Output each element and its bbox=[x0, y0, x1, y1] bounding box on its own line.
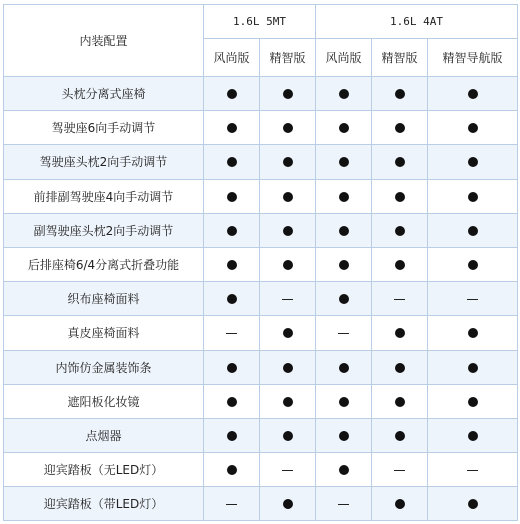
value-cell bbox=[260, 350, 316, 384]
standard-dot-icon bbox=[227, 397, 237, 407]
feature-label: 织布座椅面料 bbox=[4, 282, 204, 316]
table-row bbox=[4, 111, 518, 145]
standard-dot-icon bbox=[283, 328, 293, 338]
value-cell bbox=[316, 487, 372, 521]
value-cell bbox=[316, 350, 372, 384]
not-available-dash-icon bbox=[338, 333, 349, 334]
value-cell bbox=[316, 282, 372, 316]
value-cell bbox=[428, 111, 518, 145]
value-cell bbox=[204, 487, 260, 521]
feature-label: 头枕分离式座椅 bbox=[4, 77, 204, 111]
table-row bbox=[4, 453, 518, 487]
value-cell bbox=[204, 179, 260, 213]
value-cell bbox=[372, 111, 428, 145]
value-cell bbox=[428, 145, 518, 179]
standard-dot-icon bbox=[468, 363, 478, 373]
value-cell bbox=[372, 316, 428, 350]
standard-dot-icon bbox=[468, 123, 478, 133]
trim-header: 风尚版 bbox=[204, 39, 260, 77]
standard-dot-icon bbox=[468, 260, 478, 270]
not-available-dash-icon bbox=[394, 299, 405, 300]
feature-label: 点烟器 bbox=[4, 418, 204, 452]
value-cell bbox=[204, 282, 260, 316]
standard-dot-icon bbox=[468, 192, 478, 202]
not-available-dash-icon bbox=[226, 504, 237, 505]
table-row bbox=[4, 384, 518, 418]
value-cell bbox=[428, 487, 518, 521]
standard-dot-icon bbox=[339, 294, 349, 304]
value-cell bbox=[428, 384, 518, 418]
value-cell bbox=[260, 418, 316, 452]
standard-dot-icon bbox=[283, 89, 293, 99]
value-cell bbox=[204, 384, 260, 418]
standard-dot-icon bbox=[227, 431, 237, 441]
value-cell bbox=[204, 453, 260, 487]
standard-dot-icon bbox=[283, 192, 293, 202]
feature-label: 内饰仿金属装饰条 bbox=[4, 350, 204, 384]
value-cell bbox=[316, 145, 372, 179]
table-row bbox=[4, 213, 518, 247]
standard-dot-icon bbox=[227, 157, 237, 167]
value-cell bbox=[260, 179, 316, 213]
trim-header: 风尚版 bbox=[316, 39, 372, 77]
value-cell bbox=[260, 111, 316, 145]
trim-header: 精智版 bbox=[372, 39, 428, 77]
value-cell bbox=[372, 453, 428, 487]
feature-label: 后排座椅6/4分离式折叠功能 bbox=[4, 247, 204, 281]
not-available-dash-icon bbox=[394, 470, 405, 471]
standard-dot-icon bbox=[227, 89, 237, 99]
standard-dot-icon bbox=[339, 397, 349, 407]
trim-header: 精智导航版 bbox=[428, 39, 518, 77]
standard-dot-icon bbox=[283, 123, 293, 133]
not-available-dash-icon bbox=[467, 299, 478, 300]
standard-dot-icon bbox=[283, 157, 293, 167]
standard-dot-icon bbox=[468, 499, 478, 509]
table-row bbox=[4, 350, 518, 384]
standard-dot-icon bbox=[468, 397, 478, 407]
feature-label: 迎宾踏板（带LED灯） bbox=[4, 487, 204, 521]
standard-dot-icon bbox=[283, 397, 293, 407]
standard-dot-icon bbox=[283, 260, 293, 270]
standard-dot-icon bbox=[395, 328, 405, 338]
standard-dot-icon bbox=[339, 89, 349, 99]
table-row bbox=[4, 282, 518, 316]
value-cell bbox=[316, 179, 372, 213]
standard-dot-icon bbox=[395, 363, 405, 373]
standard-dot-icon bbox=[395, 260, 405, 270]
value-cell bbox=[372, 350, 428, 384]
value-cell bbox=[428, 247, 518, 281]
feature-label: 迎宾踏板（无LED灯） bbox=[4, 453, 204, 487]
value-cell bbox=[260, 316, 316, 350]
not-available-dash-icon bbox=[282, 470, 293, 471]
standard-dot-icon bbox=[395, 123, 405, 133]
standard-dot-icon bbox=[227, 226, 237, 236]
standard-dot-icon bbox=[283, 363, 293, 373]
table-row bbox=[4, 487, 518, 521]
value-cell bbox=[260, 145, 316, 179]
value-cell bbox=[316, 384, 372, 418]
standard-dot-icon bbox=[339, 465, 349, 475]
standard-dot-icon bbox=[395, 431, 405, 441]
not-available-dash-icon bbox=[226, 333, 237, 334]
standard-dot-icon bbox=[227, 363, 237, 373]
standard-dot-icon bbox=[339, 123, 349, 133]
value-cell bbox=[316, 316, 372, 350]
value-cell bbox=[372, 282, 428, 316]
standard-dot-icon bbox=[468, 328, 478, 338]
value-cell bbox=[260, 384, 316, 418]
value-cell bbox=[204, 247, 260, 281]
value-cell bbox=[260, 487, 316, 521]
standard-dot-icon bbox=[227, 192, 237, 202]
standard-dot-icon bbox=[339, 157, 349, 167]
table-row bbox=[4, 316, 518, 350]
value-cell bbox=[372, 145, 428, 179]
standard-dot-icon bbox=[339, 363, 349, 373]
standard-dot-icon bbox=[468, 157, 478, 167]
table-row bbox=[4, 247, 518, 281]
value-cell bbox=[260, 213, 316, 247]
standard-dot-icon bbox=[339, 431, 349, 441]
value-cell bbox=[372, 179, 428, 213]
not-available-dash-icon bbox=[338, 504, 349, 505]
value-cell bbox=[204, 213, 260, 247]
value-cell bbox=[204, 350, 260, 384]
value-cell bbox=[372, 487, 428, 521]
feature-label: 真皮座椅面料 bbox=[4, 316, 204, 350]
corner-header: 内装配置 bbox=[4, 5, 204, 77]
engine-header-5mt: 1.6L 5MT bbox=[204, 5, 316, 39]
value-cell bbox=[316, 213, 372, 247]
standard-dot-icon bbox=[283, 499, 293, 509]
feature-label: 驾驶座头枕2向手动调节 bbox=[4, 145, 204, 179]
value-cell bbox=[204, 418, 260, 452]
standard-dot-icon bbox=[339, 192, 349, 202]
feature-label: 副驾驶座头枕2向手动调节 bbox=[4, 213, 204, 247]
standard-dot-icon bbox=[339, 226, 349, 236]
value-cell bbox=[372, 77, 428, 111]
value-cell bbox=[428, 282, 518, 316]
value-cell bbox=[316, 111, 372, 145]
value-cell bbox=[428, 350, 518, 384]
value-cell bbox=[428, 418, 518, 452]
value-cell bbox=[372, 418, 428, 452]
value-cell bbox=[428, 179, 518, 213]
not-available-dash-icon bbox=[282, 299, 293, 300]
standard-dot-icon bbox=[395, 226, 405, 236]
feature-label: 前排副驾驶座4向手动调节 bbox=[4, 179, 204, 213]
value-cell bbox=[428, 453, 518, 487]
value-cell bbox=[372, 213, 428, 247]
standard-dot-icon bbox=[227, 465, 237, 475]
interior-config-table bbox=[3, 4, 518, 521]
standard-dot-icon bbox=[395, 157, 405, 167]
standard-dot-icon bbox=[395, 397, 405, 407]
value-cell bbox=[428, 77, 518, 111]
table-row bbox=[4, 77, 518, 111]
value-cell bbox=[260, 282, 316, 316]
value-cell bbox=[260, 247, 316, 281]
value-cell bbox=[316, 77, 372, 111]
standard-dot-icon bbox=[227, 294, 237, 304]
standard-dot-icon bbox=[468, 89, 478, 99]
value-cell bbox=[260, 77, 316, 111]
table-row bbox=[4, 418, 518, 452]
feature-label: 驾驶座6向手动调节 bbox=[4, 111, 204, 145]
standard-dot-icon bbox=[227, 123, 237, 133]
value-cell bbox=[316, 453, 372, 487]
value-cell bbox=[204, 316, 260, 350]
value-cell bbox=[316, 247, 372, 281]
standard-dot-icon bbox=[395, 89, 405, 99]
not-available-dash-icon bbox=[467, 470, 478, 471]
standard-dot-icon bbox=[283, 226, 293, 236]
standard-dot-icon bbox=[283, 431, 293, 441]
value-cell bbox=[204, 145, 260, 179]
standard-dot-icon bbox=[339, 260, 349, 270]
standard-dot-icon bbox=[468, 226, 478, 236]
engine-header-4at: 1.6L 4AT bbox=[316, 5, 518, 39]
table-row bbox=[4, 179, 518, 213]
value-cell bbox=[260, 453, 316, 487]
value-cell bbox=[316, 418, 372, 452]
trim-header: 精智版 bbox=[260, 39, 316, 77]
value-cell bbox=[428, 213, 518, 247]
standard-dot-icon bbox=[227, 260, 237, 270]
standard-dot-icon bbox=[395, 192, 405, 202]
value-cell bbox=[204, 77, 260, 111]
value-cell bbox=[204, 111, 260, 145]
standard-dot-icon bbox=[468, 431, 478, 441]
value-cell bbox=[372, 384, 428, 418]
value-cell bbox=[372, 247, 428, 281]
table-row bbox=[4, 145, 518, 179]
value-cell bbox=[428, 316, 518, 350]
standard-dot-icon bbox=[395, 499, 405, 509]
feature-label: 遮阳板化妆镜 bbox=[4, 384, 204, 418]
